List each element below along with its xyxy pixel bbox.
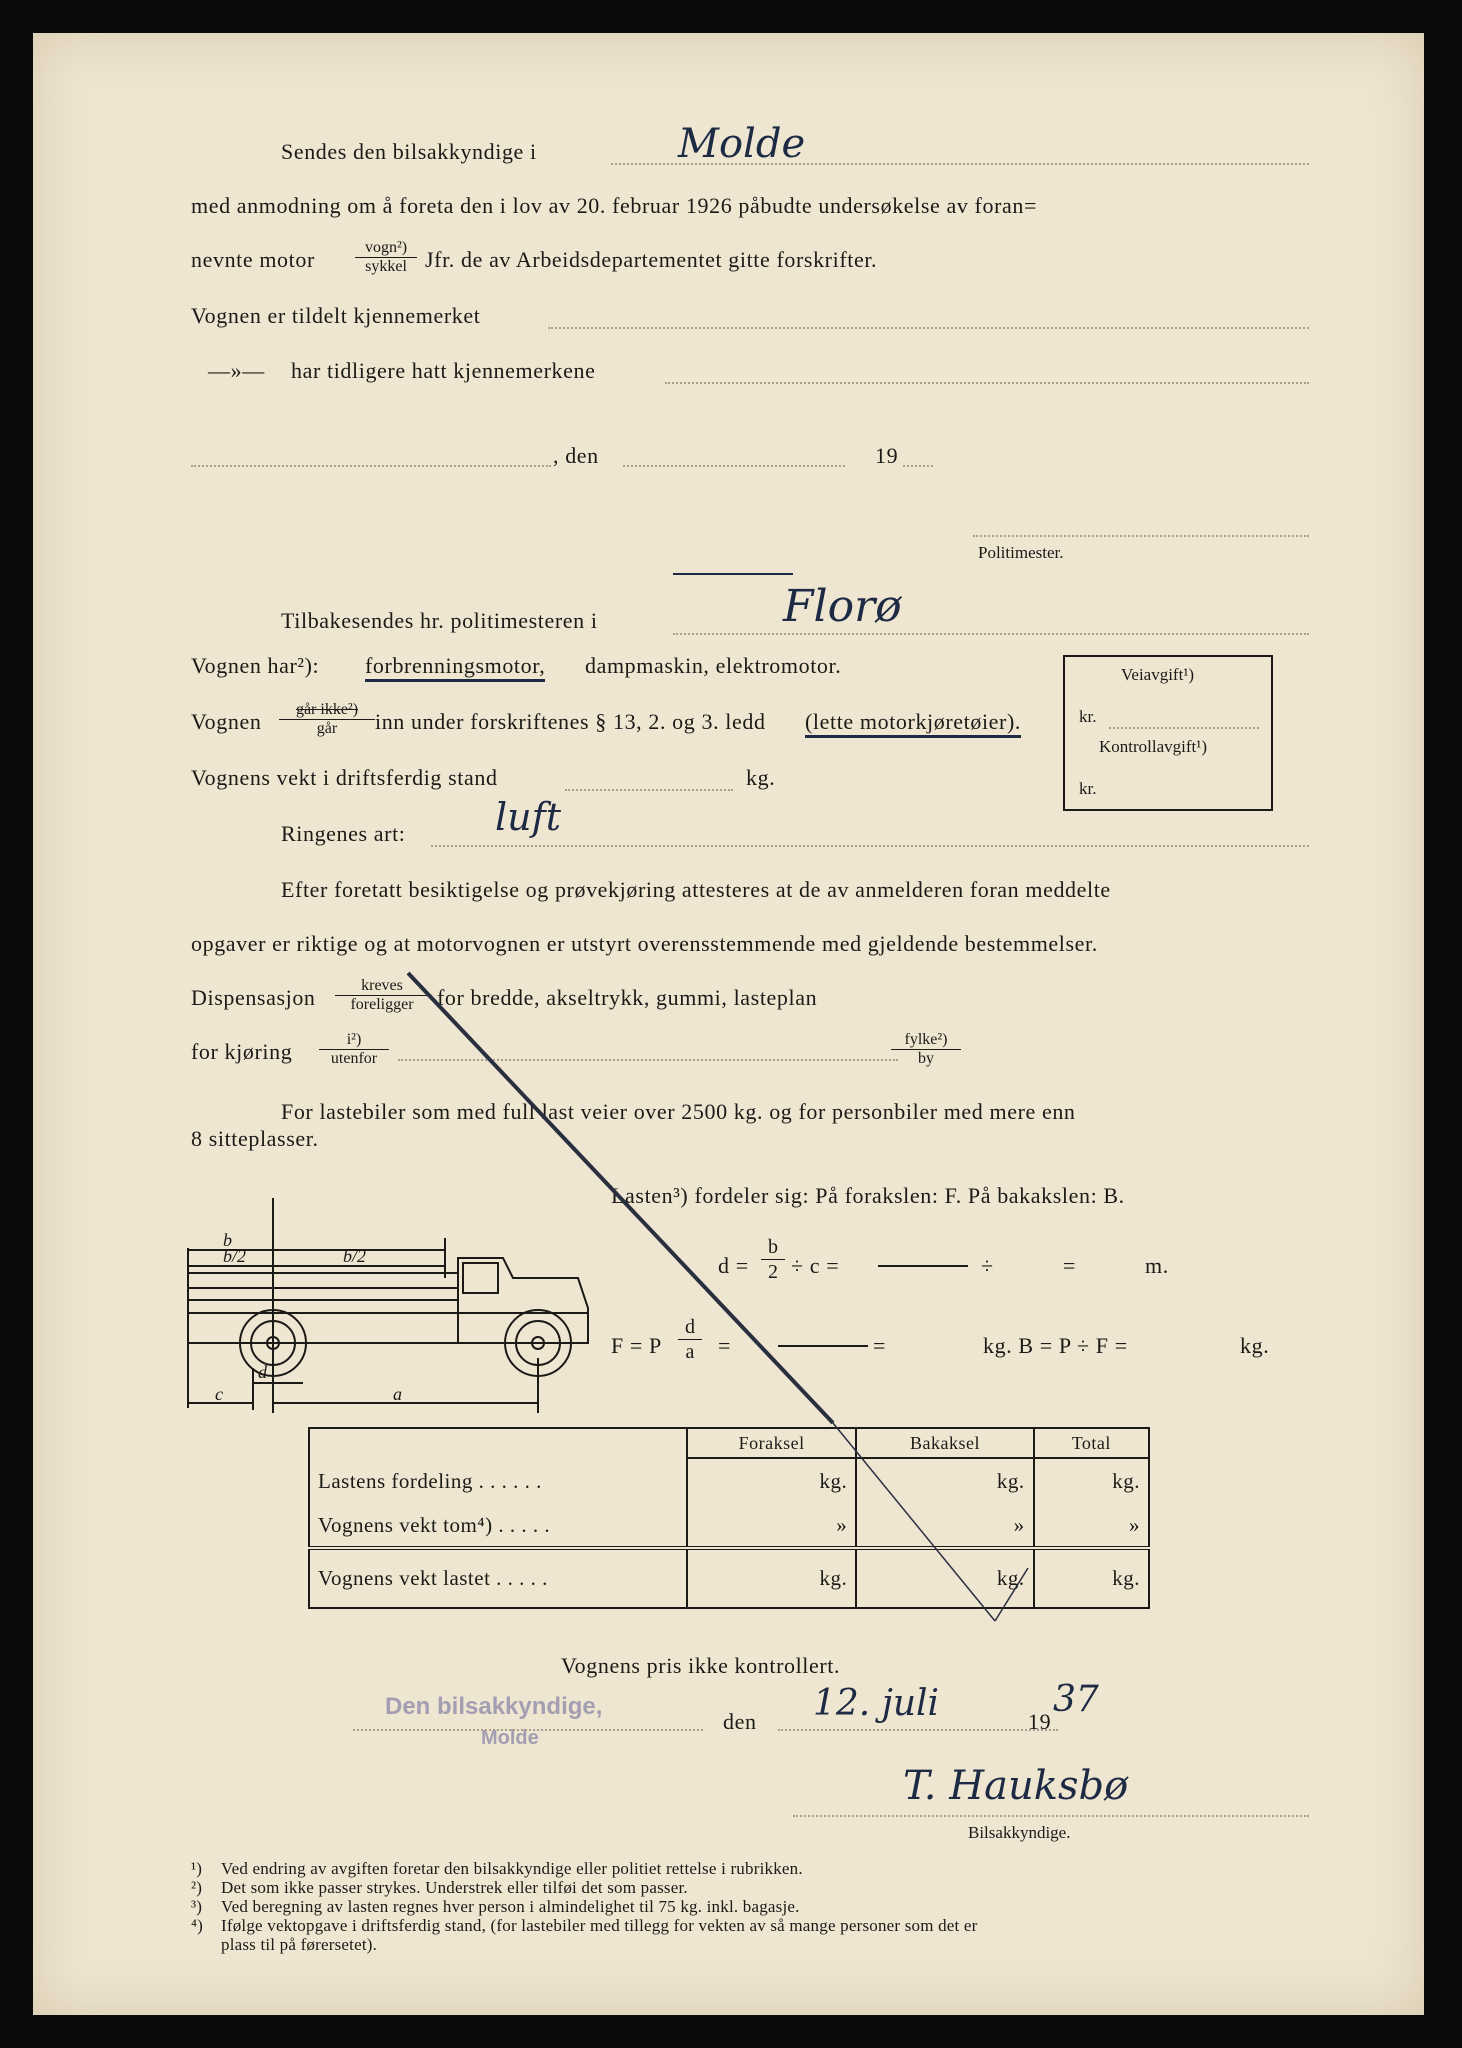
ditto-mark: —»— <box>208 358 265 383</box>
kreves-fraction: kreves foreligger <box>335 977 429 1014</box>
signature: T. Hauksbø <box>903 1763 1129 1809</box>
pris-note: Vognens pris ikke kontrollert. <box>561 1653 841 1678</box>
form-page <box>33 33 1424 2015</box>
footnote-text: Ifølge vektopgave i driftsferdig stand, (for lastebiler med tillegg for vekten av så mange personer som det er <box>221 1916 978 1935</box>
dim-d-label: d <box>258 1362 267 1382</box>
lette-underlined: (lette motorkjøretøier). <box>805 709 1021 738</box>
year-prefix: 19 <box>875 443 899 468</box>
table-cell: kg. <box>687 1548 856 1608</box>
formula-minus: ÷ <box>981 1253 994 1278</box>
sendes-label: Sendes den bilsakkyndige i <box>281 139 537 164</box>
table-row-label: Lastens fordeling . . . . . . <box>309 1458 687 1504</box>
table-cell: kg. <box>856 1458 1033 1504</box>
bilsakkyndige-caption: Bilsakkyndige. <box>968 1823 1071 1842</box>
veiavgift-label: Veiavgift¹) <box>1121 665 1195 684</box>
formula-equals: = <box>1063 1253 1077 1278</box>
table-cell: » <box>856 1504 1033 1548</box>
table-cell: kg. <box>1034 1458 1149 1504</box>
formula-m-unit: m. <box>1145 1253 1169 1278</box>
disp-label: Dispensasjon <box>191 985 316 1010</box>
vognen-label: Vognen <box>191 709 262 734</box>
table-row-label: Vognens vekt tom⁴) . . . . . <box>309 1504 687 1548</box>
table-cell: kg. <box>856 1548 1033 1608</box>
nevnte-label: nevnte motor <box>191 247 315 272</box>
footnote-text: Ved beregning av lasten regnes hver person i almindelighet til 75 kg. inkl. bagasje. <box>221 1897 800 1916</box>
footnote-text: plass til på førersetet). <box>221 1935 378 1954</box>
footnote-mark: ²) <box>191 1878 203 1897</box>
kr-label: kr. <box>1079 779 1097 798</box>
kg-unit: kg. <box>1240 1333 1270 1358</box>
vekt-label: Vognens vekt i driftsferdig stand <box>191 765 498 790</box>
har-label: Vognen har²): <box>191 653 320 678</box>
tidligere-label: har tidligere hatt kjennemerkene <box>291 358 596 383</box>
table-header: Foraksel <box>687 1428 856 1458</box>
formula-equals: = <box>718 1333 732 1358</box>
formula-minus-c: ÷ c = <box>791 1253 840 1278</box>
inn-under-text: inn under forskriftenes § 13, 2. og 3. ledd <box>375 709 766 734</box>
ringenes-label: Ringenes art: <box>281 821 406 846</box>
vogn-sykkel-fraction: vogn²) sykkel <box>355 239 417 276</box>
table-cell: kg. <box>687 1458 856 1504</box>
footnote-mark: ³) <box>191 1897 203 1916</box>
tilbake-label: Tilbakesendes hr. politimesteren i <box>281 608 598 633</box>
disp-text: for bredde, akseltrykk, gummi, lasteplan <box>437 985 818 1010</box>
stamp-place: Molde <box>481 1727 539 1749</box>
footnote-mark: ⁴) <box>191 1916 203 1935</box>
handwritten-place: Molde <box>678 121 806 167</box>
table-cell: » <box>1034 1504 1149 1548</box>
fylke-fraction: fylke²) by <box>891 1031 961 1068</box>
handwritten-place: Florø <box>783 581 902 632</box>
stamp-line: Den bilsakkyndige, <box>385 1693 603 1720</box>
pen-stroke <box>33 33 1424 2015</box>
dim-c-label: c <box>215 1384 223 1404</box>
formula-b: kg. B = P ÷ F = <box>983 1333 1128 1358</box>
lasten-line: Lasten³) fordeler sig: På forakslen: F. På bakakslen: B. <box>611 1183 1125 1208</box>
motor-underlined: forbrenningsmotor, <box>365 653 545 682</box>
table-header: Total <box>1034 1428 1149 1458</box>
table-cell: kg. <box>1034 1548 1149 1608</box>
formula-equals: = <box>873 1333 887 1358</box>
footnote-text: Det som ikke passer strykes. Understrek eller tilføi det som passer. <box>221 1878 688 1897</box>
kg-unit: kg. <box>746 765 776 790</box>
efter-line-1: Efter foretatt besiktigelse og prøvekjøring attesteres at de av anmelderen foran meddelte <box>281 877 1111 902</box>
dim-b2-label: b/2 <box>343 1246 367 1266</box>
d-over-a: $\frac{d}{a}$ <box>678 1315 702 1364</box>
gar-fraction: går ikke²) går <box>279 701 375 738</box>
tildelt-label: Vognen er tildelt kjennemerket <box>191 303 481 328</box>
motor-options: dampmaskin, elektromotor. <box>585 653 842 678</box>
kjoring-label: for kjøring <box>191 1039 293 1064</box>
formula-d: d = <box>718 1253 749 1278</box>
b-over-2: $\frac{b}{2}$ <box>761 1235 785 1284</box>
den-label: den <box>723 1709 757 1734</box>
i-fraction: i²) utenfor <box>319 1031 389 1068</box>
dim-a-label: a <box>393 1384 402 1404</box>
formula-f: F = P <box>611 1333 662 1358</box>
dim-b2-label: b/2 <box>223 1246 247 1266</box>
laste-line-2: 8 sitteplasser. <box>191 1126 319 1151</box>
handwritten-year: 37 <box>1053 1679 1099 1720</box>
year-prefix: 19 <box>1028 1709 1052 1734</box>
kr-label: kr. <box>1079 707 1097 726</box>
table-cell: » <box>687 1504 856 1548</box>
politimester-caption: Politimester. <box>978 543 1064 562</box>
handwritten-value: luft <box>495 795 561 839</box>
jfr-text: Jfr. de av Arbeidsdepartementet gitte forskrifter. <box>425 247 878 272</box>
efter-line-2: opgaver er riktige og at motorvognen er utstyrt overensstemmende med gjeldende bestemmelser. <box>191 931 1098 956</box>
laste-line-1: For lastebiler som med full last veier over 2500 kg. og for personbiler med mere enn <box>281 1099 1076 1124</box>
den-label: , den <box>553 443 599 468</box>
dim-b-label: b <box>223 1230 232 1250</box>
footnote-text: Ved endring av avgiften foretar den bilsakkyndige eller politiet rettelse i rubrikken. <box>221 1859 803 1878</box>
table-row-label: Vognens vekt lastet . . . . . <box>309 1548 687 1608</box>
anmodning-line: med anmodning om å foreta den i lov av 20. februar 1926 påbudte undersøkelse av foran= <box>191 193 1037 218</box>
table-header: Bakaksel <box>856 1428 1033 1458</box>
kontrollavgift-label: Kontrollavgift¹) <box>1099 737 1208 756</box>
footnote-mark: ¹) <box>191 1859 203 1878</box>
handwritten-date: 12. juli <box>813 1683 940 1724</box>
